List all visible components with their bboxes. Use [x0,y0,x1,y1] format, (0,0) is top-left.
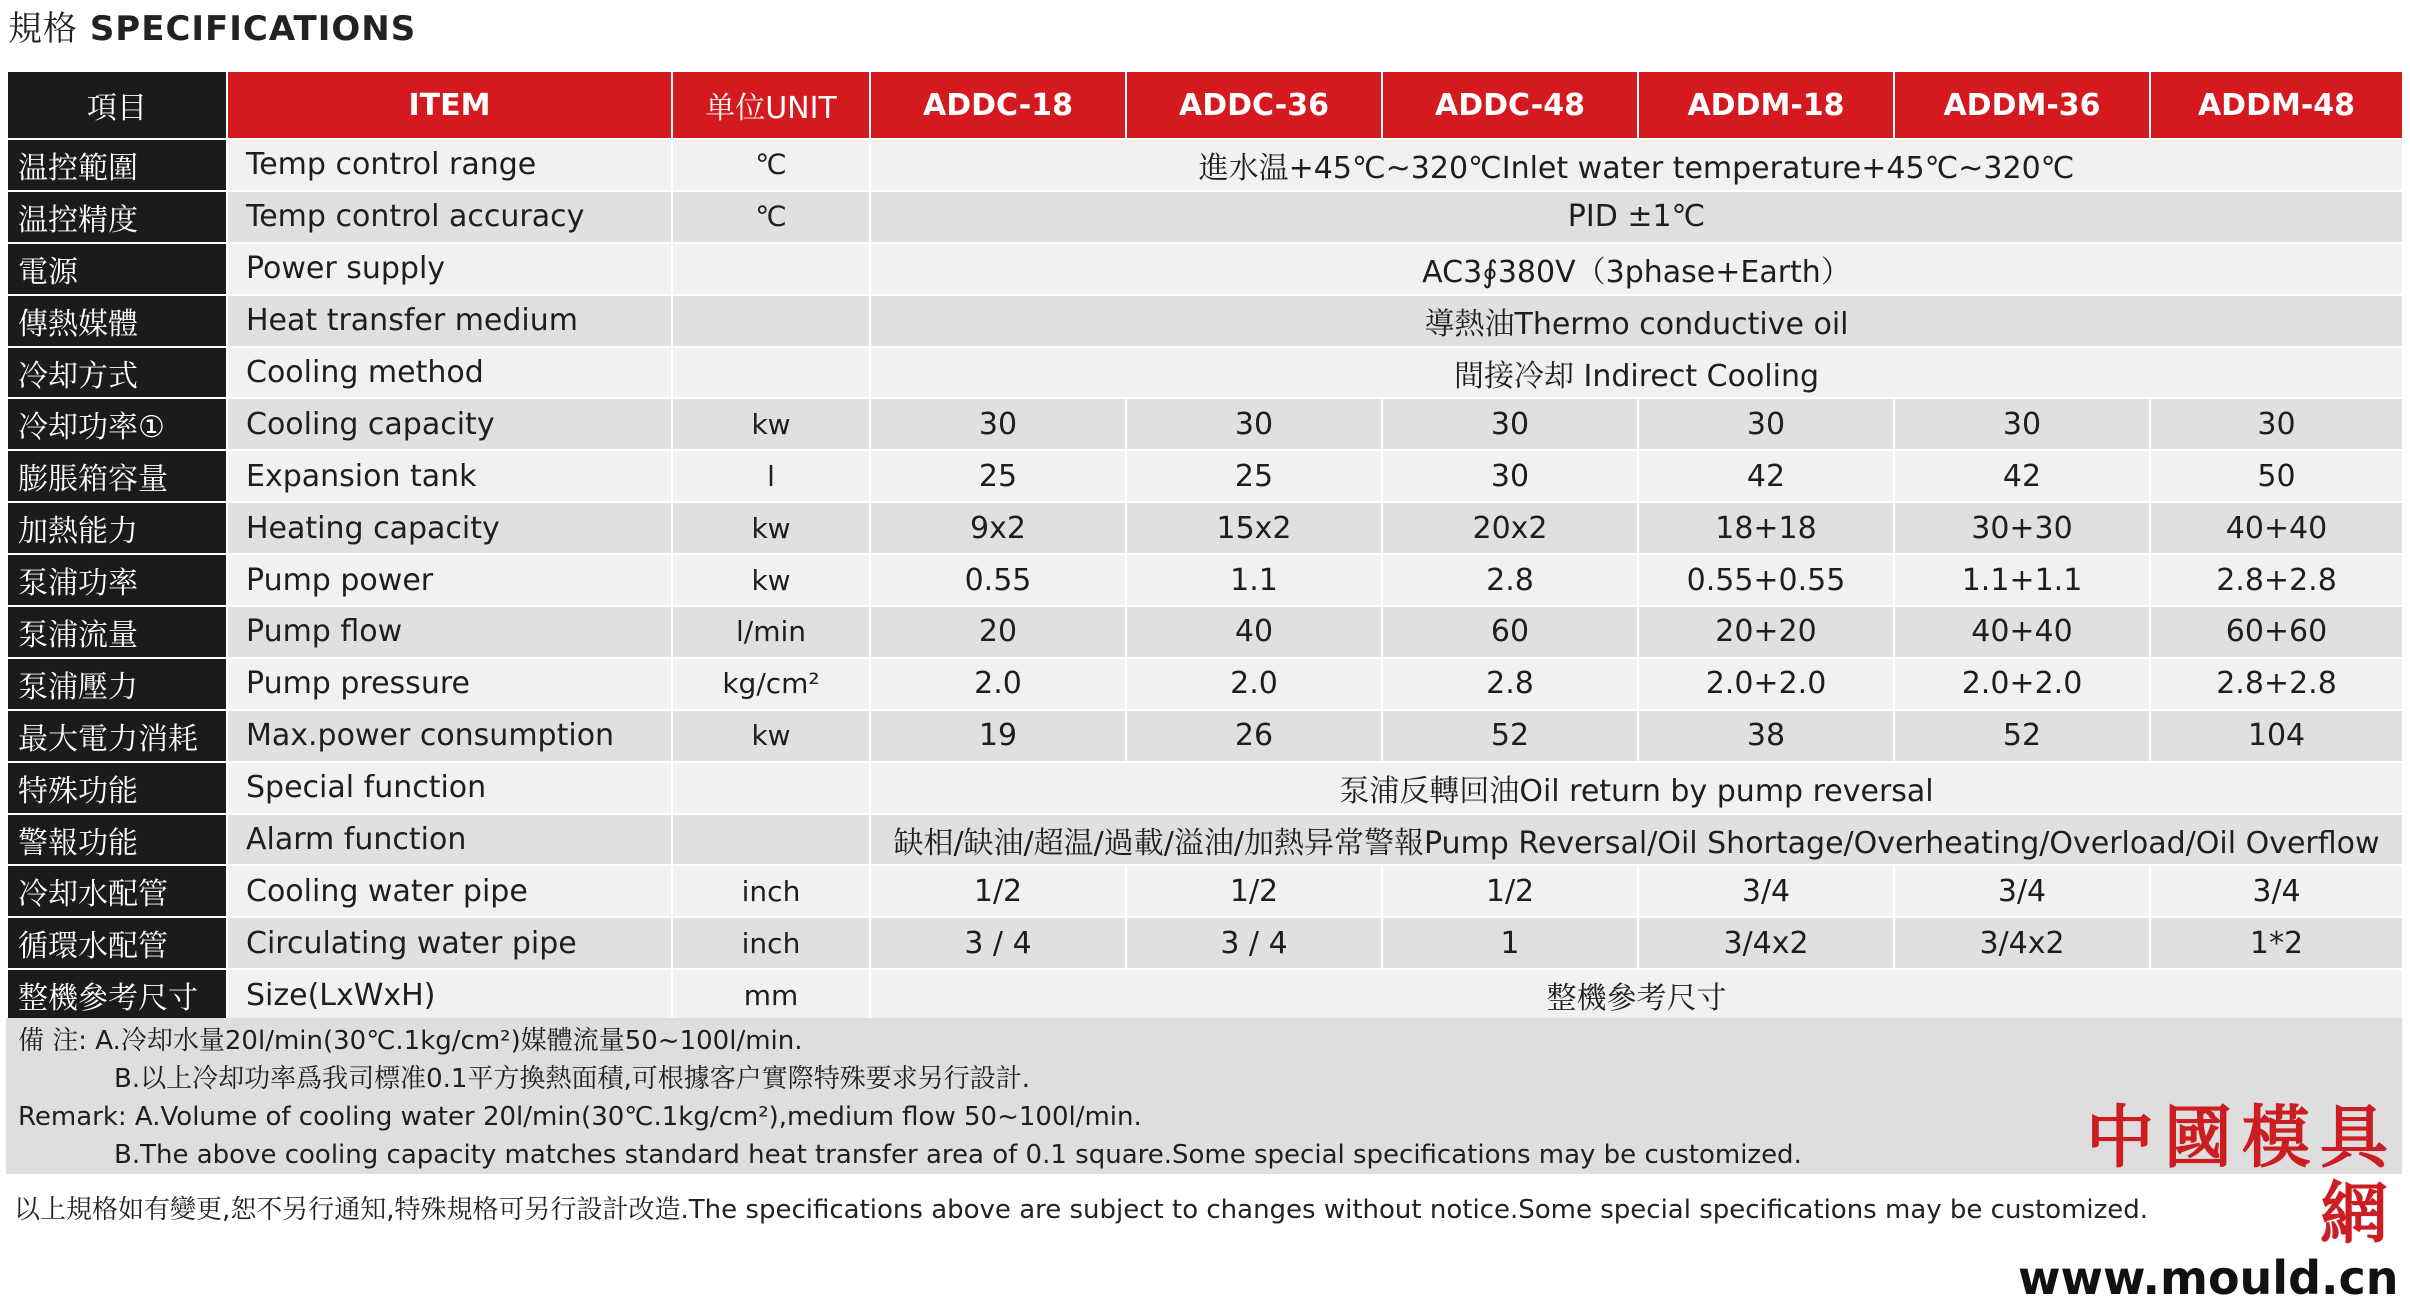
row-value: 1*2 [2150,917,2403,969]
row-value: 2.0 [1126,658,1382,710]
row-label-cn: 冷却功率① [7,398,227,450]
row-unit [672,814,870,866]
row-value: 1.1+1.1 [1894,554,2150,606]
header-model: ADDM-18 [1638,71,1894,139]
row-span-value: PID ±1℃ [870,191,2403,243]
table-row [7,658,2403,710]
table-row [7,814,2403,866]
header-model: ADDM-36 [1894,71,2150,139]
row-value: 2.8+2.8 [2150,658,2403,710]
row-unit: mm [672,969,870,1021]
row-label-cn: 泵浦功率 [7,554,227,606]
header-model: ADDC-36 [1126,71,1382,139]
row-value: 3/4x2 [1638,917,1894,969]
row-value: 52 [1894,710,2150,762]
row-value: 2.8 [1382,658,1638,710]
row-value: 3/4 [1894,865,2150,917]
header-model: ADDC-18 [870,71,1126,139]
row-unit [672,295,870,347]
row-label-cn: 冷却方式 [7,347,227,399]
row-unit: kg/cm² [672,658,870,710]
row-unit [672,762,870,814]
row-unit: ℃ [672,191,870,243]
row-label-cn: 冷却水配管 [7,865,227,917]
row-value: 25 [1126,450,1382,502]
page-title [8,2,416,56]
table-row [7,554,2403,606]
row-unit: inch [672,917,870,969]
row-value: 1.1 [1126,554,1382,606]
row-label-en: Cooling water pipe [227,865,672,917]
row-value: 26 [1126,710,1382,762]
row-value: 3/4 [2150,865,2403,917]
table-row [7,917,2403,969]
row-value: 104 [2150,710,2403,762]
row-value: 3 / 4 [870,917,1126,969]
header-model: ADDM-48 [2150,71,2403,139]
row-label-cn: 最大電力消耗 [7,710,227,762]
row-label-en: Pump pressure [227,658,672,710]
row-span-value: 進水温+45℃~320℃Inlet water temperature+45℃~320℃ [870,139,2403,191]
row-unit [672,243,870,295]
row-value: 3/4 [1638,865,1894,917]
row-span-value: 導熱油Thermo conductive oil [870,295,2403,347]
spec-table [6,70,2404,1022]
row-value: 18+18 [1638,502,1894,554]
row-value: 2.8 [1382,554,1638,606]
title-cn: 規格 [8,9,78,49]
row-unit: kw [672,710,870,762]
row-label-cn: 温控精度 [7,191,227,243]
watermark-cn: 中國模具網 [2085,1098,2398,1254]
table-row [7,762,2403,814]
row-label-en: Pump flow [227,606,672,658]
row-unit: ℃ [672,139,870,191]
row-value: 30 [1894,398,2150,450]
header-item-cn: 項目 [7,71,227,139]
note-line: Remark: A.Volume of cooling water 20l/min(30℃.1kg/cm²),medium flow 50~100l/min. [18,1102,1142,1132]
table-body [7,139,2403,1021]
row-label-en: Heat transfer medium [227,295,672,347]
row-unit: kw [672,398,870,450]
row-label-en: Temp control accuracy [227,191,672,243]
row-label-cn: 膨脹箱容量 [7,450,227,502]
row-label-en: Heating capacity [227,502,672,554]
row-value: 1 [1382,917,1638,969]
row-span-value: 整機參考尺寸 [870,969,2403,1021]
row-value: 30 [1126,398,1382,450]
row-label-cn: 加熱能力 [7,502,227,554]
header-unit: 单位UNIT [672,71,870,139]
table-row [7,398,2403,450]
row-value: 3 / 4 [1126,917,1382,969]
header-model: ADDC-48 [1382,71,1638,139]
row-label-cn: 電源 [7,243,227,295]
row-label-en: Special function [227,762,672,814]
row-unit: kw [672,554,870,606]
table-row [7,295,2403,347]
row-value: 38 [1638,710,1894,762]
table-row [7,502,2403,554]
row-value: 30 [1382,398,1638,450]
row-label-en: Alarm function [227,814,672,866]
row-value: 20x2 [1382,502,1638,554]
row-unit: kw [672,502,870,554]
row-value: 30 [2150,398,2403,450]
row-value: 2.0 [870,658,1126,710]
row-value: 1/2 [1382,865,1638,917]
row-label-en: Size(LxWxH) [227,969,672,1021]
row-label-en: Power supply [227,243,672,295]
row-value: 40+40 [2150,502,2403,554]
row-span-value: 泵浦反轉回油Oil return by pump reversal [870,762,2403,814]
row-value: 2.0+2.0 [1638,658,1894,710]
row-value: 40+40 [1894,606,2150,658]
row-value: 60+60 [2150,606,2403,658]
row-label-cn: 循環水配管 [7,917,227,969]
row-value: 50 [2150,450,2403,502]
row-label-en: Cooling method [227,347,672,399]
row-span-value: 缺相/缺油/超温/過載/溢油/加熱异常警報Pump Reversal/Oil Shortage/Overheating/Overload/Oil Overflow [870,814,2403,866]
row-value: 42 [1894,450,2150,502]
table-row [7,191,2403,243]
row-value: 19 [870,710,1126,762]
title-en: SPECIFICATIONS [89,9,417,49]
row-label-cn: 泵浦流量 [7,606,227,658]
watermark-url: www.mould.cn [2018,1251,2399,1305]
row-value: 2.8+2.8 [2150,554,2403,606]
table-row [7,969,2403,1021]
row-value: 30 [870,398,1126,450]
watermark-logo [2018,1100,2398,1304]
row-label-en: Circulating water pipe [227,917,672,969]
header-row [7,71,2403,139]
row-value: 0.55+0.55 [1638,554,1894,606]
row-value: 3/4x2 [1894,917,2150,969]
row-value: 1/2 [1126,865,1382,917]
row-value: 30 [1382,450,1638,502]
row-value: 20 [870,606,1126,658]
row-label-cn: 整機參考尺寸 [7,969,227,1021]
footer-disclaimer: 以上規格如有變更,恕不另行通知,特殊規格可另行設計改造.The specifications above are subject to changes without notice.Some special specifications may be customized. [14,1195,2149,1225]
row-label-en: Expansion tank [227,450,672,502]
row-value: 0.55 [870,554,1126,606]
table-row [7,606,2403,658]
row-label-cn: 温控範圍 [7,139,227,191]
row-unit: inch [672,865,870,917]
row-label-en: Max.power consumption [227,710,672,762]
row-label-cn: 泵浦壓力 [7,658,227,710]
row-value: 52 [1382,710,1638,762]
row-value: 1/2 [870,865,1126,917]
row-label-cn: 特殊功能 [7,762,227,814]
row-label-cn: 傳熱媒體 [7,295,227,347]
row-value: 20+20 [1638,606,1894,658]
row-value: 2.0+2.0 [1894,658,2150,710]
table-row [7,139,2403,191]
row-label-en: Cooling capacity [227,398,672,450]
note-line: B.The above cooling capacity matches standard heat transfer area of 0.1 square.Some special specifications may be customized. [114,1140,1802,1170]
header-item-en: ITEM [227,71,672,139]
row-value: 40 [1126,606,1382,658]
row-value: 9x2 [870,502,1126,554]
row-label-en: Temp control range [227,139,672,191]
row-value: 25 [870,450,1126,502]
row-value: 30+30 [1894,502,2150,554]
row-span-value: 間接冷却 Indirect Cooling [870,347,2403,399]
row-unit: l [672,450,870,502]
row-value: 30 [1638,398,1894,450]
note-line: B.以上冷却功率爲我司標准0.1平方換熱面積,可根據客户實際特殊要求另行設計. [114,1064,1030,1094]
row-label-en: Pump power [227,554,672,606]
table-header [7,71,2403,139]
note-line: 備 注: A.冷却水量20l/min(30℃.1kg/cm²)媒體流量50~100l/min. [18,1026,803,1056]
table-row [7,243,2403,295]
table-row [7,347,2403,399]
row-unit: l/min [672,606,870,658]
table-row [7,710,2403,762]
row-span-value: AC3∮380V（3phase+Earth） [870,243,2403,295]
row-value: 15x2 [1126,502,1382,554]
table-row [7,450,2403,502]
row-unit [672,347,870,399]
row-value: 42 [1638,450,1894,502]
row-label-cn: 警報功能 [7,814,227,866]
table-row [7,865,2403,917]
row-value: 60 [1382,606,1638,658]
